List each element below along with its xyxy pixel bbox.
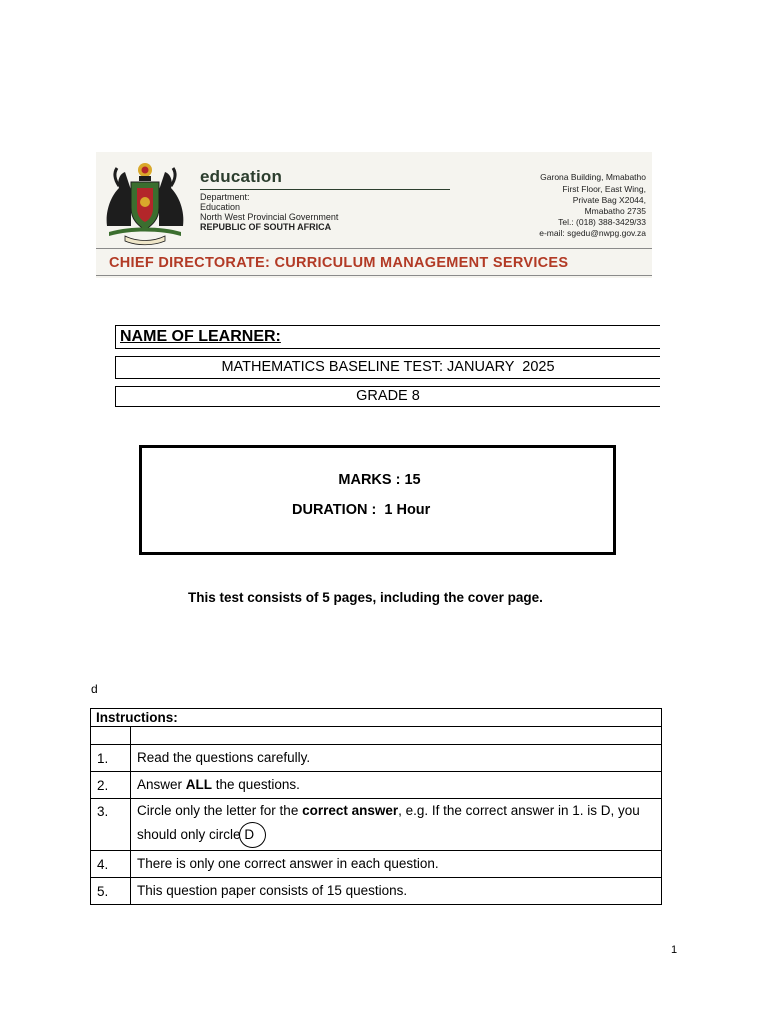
address-line: Mmabatho 2735 [584, 206, 646, 216]
test-title-row [115, 356, 660, 379]
instruction-text: Read the questions carefully. [131, 745, 662, 772]
instruction-number: 5. [91, 878, 131, 905]
instruction-number: 2. [91, 772, 131, 799]
total-marks: MARKS : 15 [338, 472, 421, 488]
instruction-row [91, 799, 662, 851]
duration-line [292, 502, 430, 518]
instruction-row [91, 851, 662, 878]
department-name: Education [200, 202, 241, 212]
instruction-row [91, 878, 662, 905]
empty-cell [131, 727, 662, 745]
instruction-emphasis: ALL [185, 777, 213, 792]
instruction-text-part: , e.g. If the correct answer in 1. is D, you should only circle [137, 803, 640, 842]
test-title: MATHEMATICS BASELINE TEST: JANUARY 2025 [221, 359, 555, 375]
grade-row [115, 386, 660, 407]
instruction-number: 1. [91, 745, 131, 772]
pages-note: This test consists of 5 pages, including the cover page. [188, 590, 543, 605]
government-name: North West Provincial Government [200, 212, 339, 222]
duration-value: 1 Hour [384, 502, 431, 518]
address-line: Private Bag X2044, [572, 195, 646, 205]
instruction-text-part: Circle only the letter for the [137, 803, 303, 818]
learner-name-row [115, 325, 660, 349]
learner-name-label: NAME OF LEARNER: [120, 328, 281, 345]
instruction-text-part: the questions. [212, 777, 300, 792]
instruction-text [131, 772, 662, 799]
instructions-table [90, 708, 662, 905]
instruction-text: This question paper consists of 15 questions. [131, 878, 662, 905]
letterhead [96, 152, 652, 278]
instruction-number: 3. [91, 799, 131, 851]
address-line: Garona Building, Mmabatho [540, 172, 646, 182]
department-label: Department: [200, 192, 250, 202]
circled-letter: D [244, 823, 254, 847]
address-line: First Floor, East Wing, [562, 184, 646, 194]
coat-of-arms-icon [99, 156, 191, 246]
instruction-number: 4. [91, 851, 131, 878]
address-phone: Tel.: (018) 388-3429/33 [558, 217, 646, 227]
duration-label: DURATION : [292, 502, 377, 518]
page-number: 1 [671, 944, 678, 956]
instruction-text: There is only one correct answer in each question. [131, 851, 662, 878]
instruction-row [91, 745, 662, 772]
instruction-emphasis: correct answer [302, 803, 399, 818]
department-wordmark: education [200, 167, 283, 186]
letterhead-divider [96, 248, 652, 249]
instruction-text-part: Answer [137, 777, 186, 792]
country-name: REPUBLIC OF SOUTH AFRICA [200, 222, 332, 232]
table-row [91, 727, 662, 745]
grade-label: GRADE 8 [356, 388, 420, 404]
empty-cell [91, 727, 131, 745]
wordmark-underline [200, 189, 450, 190]
instructions-heading: Instructions: [91, 709, 662, 727]
directorate-title: CHIEF DIRECTORATE: CURRICULUM MANAGEMENT SERVICES [109, 255, 569, 271]
address-email: e-mail: sgedu@nwpg.gov.za [539, 228, 646, 238]
letterhead-divider [96, 275, 652, 276]
instruction-row [91, 772, 662, 799]
marks-box [139, 445, 616, 555]
instruction-text [131, 799, 662, 851]
stray-text: d [91, 682, 98, 696]
